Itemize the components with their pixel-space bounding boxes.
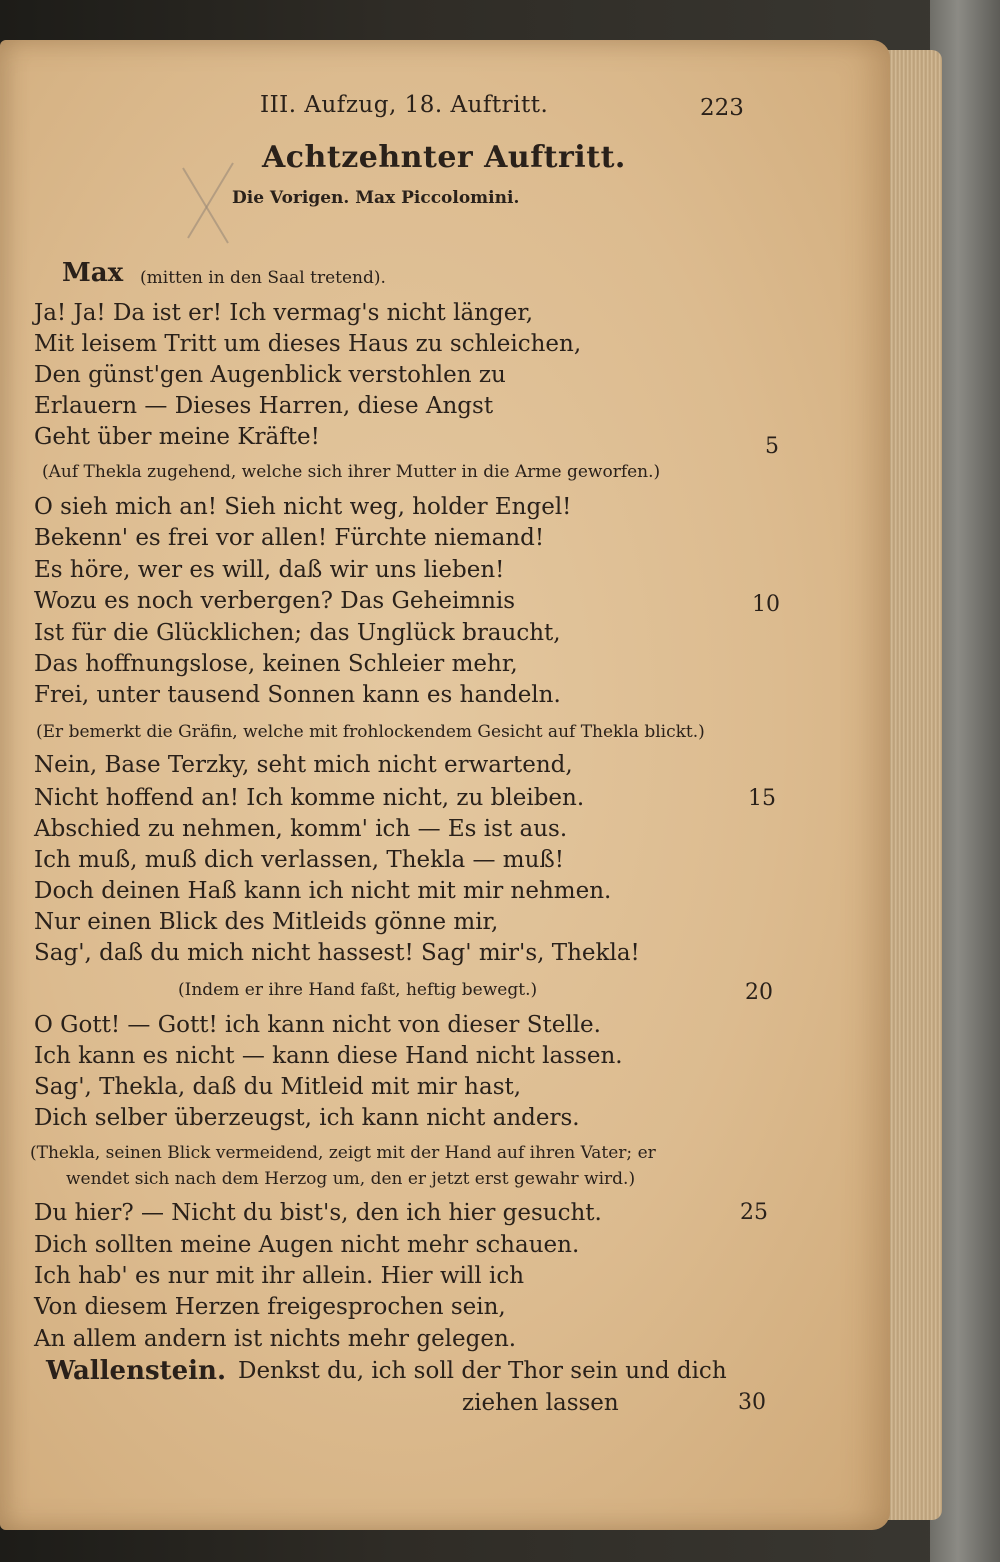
verse-line: Mit leisem Tritt um dieses Haus zu schleichen,	[34, 331, 582, 357]
speaker-wallenstein: Wallenstein.	[46, 1356, 227, 1386]
verse-line: Abschied zu nehmen, komm' ich — Es ist aus.	[34, 816, 568, 842]
verse-line: Ich hab' es nur mit ihr allein. Hier will ich	[34, 1263, 525, 1289]
verse-line: Ich kann es nicht — kann diese Hand nicht lassen.	[34, 1043, 623, 1069]
scene-persons: Die Vorigen. Max Piccolomini.	[232, 188, 520, 208]
verse-line: Ich muß, muß dich verlassen, Thekla — muß!	[34, 847, 565, 873]
stage-direction: (Er bemerkt die Gräfin, welche mit frohlockendem Gesicht auf Thekla blickt.)	[36, 722, 705, 742]
verse-line: Dich selber überzeugst, ich kann nicht anders.	[34, 1105, 580, 1131]
pencil-cross-mark	[178, 158, 238, 248]
stage-direction: wendet sich nach dem Herzog um, den er jetzt erst gewahr wird.)	[66, 1169, 636, 1189]
verse-line: Doch deinen Haß kann ich nicht mit mir nehmen.	[34, 878, 612, 904]
verse-line: Geht über meine Kräfte!	[34, 424, 320, 450]
running-head: III. Aufzug, 18. Auftritt.	[260, 92, 549, 118]
verse-line: Den günst'gen Augenblick verstohlen zu	[34, 362, 506, 388]
verse-line: Ist für die Glücklichen; das Unglück braucht,	[34, 620, 561, 646]
verse-line: An allem andern ist nichts mehr gelegen.	[34, 1326, 517, 1352]
line-number: 20	[745, 980, 773, 1005]
line-number: 25	[740, 1200, 768, 1225]
verse-line: O sieh mich an! Sieh nicht weg, holder Engel!	[34, 494, 572, 520]
stage-direction: (Thekla, seinen Blick vermeidend, zeigt mit der Hand auf ihren Vater; er	[30, 1143, 656, 1163]
verse-line: Nein, Base Terzky, seht mich nicht erwartend,	[34, 752, 573, 778]
verse-line: ziehen lassen	[462, 1390, 619, 1416]
verse-line: Bekenn' es frei vor allen! Fürchte niemand!	[34, 525, 545, 551]
line-number: 15	[748, 786, 776, 811]
verse-line: Wozu es noch verbergen? Das Geheimnis	[34, 588, 516, 614]
stage-direction: (Indem er ihre Hand faßt, heftig bewegt.)	[178, 980, 538, 1000]
speaker-max: Max	[62, 258, 124, 288]
scene-title: Achtzehnter Auftritt.	[262, 140, 626, 175]
line-number: 5	[765, 434, 779, 459]
verse-line: Frei, unter tausend Sonnen kann es handeln.	[34, 682, 561, 708]
verse-line: Von diesem Herzen freigesprochen sein,	[34, 1294, 506, 1320]
verse-line: Sag', Thekla, daß du Mitleid mit mir hast,	[34, 1074, 522, 1100]
verse-line: Nur einen Blick des Mitleids gönne mir,	[34, 909, 499, 935]
verse-line: Du hier? — Nicht du bist's, den ich hier gesucht.	[34, 1200, 602, 1226]
verse-line: Sag', daß du mich nicht hassest! Sag' mir's, Thekla!	[34, 940, 640, 966]
verse-line: Das hoffnungslose, keinen Schleier mehr,	[34, 651, 518, 677]
verse-line: Nicht hoffend an! Ich komme nicht, zu bleiben.	[34, 785, 585, 811]
verse-line: Erlauern — Dieses Harren, diese Angst	[34, 393, 494, 419]
stage-direction: (Auf Thekla zugehend, welche sich ihrer Mutter in die Arme geworfen.)	[42, 462, 661, 482]
verse-line: Dich sollten meine Augen nicht mehr schauen.	[34, 1232, 580, 1258]
line-number: 10	[752, 592, 780, 617]
verse-line: O Gott! — Gott! ich kann nicht von dieser Stelle.	[34, 1012, 601, 1038]
stage-direction: (mitten in den Saal tretend).	[140, 268, 386, 288]
verse-line: Ja! Ja! Da ist er! Ich vermag's nicht länger,	[34, 300, 534, 326]
verse-line: Es höre, wer es will, daß wir uns lieben!	[34, 557, 505, 583]
page-number: 223	[700, 95, 744, 121]
verse-line: Denkst du, ich soll der Thor sein und dich	[238, 1358, 727, 1384]
line-number: 30	[738, 1390, 766, 1415]
